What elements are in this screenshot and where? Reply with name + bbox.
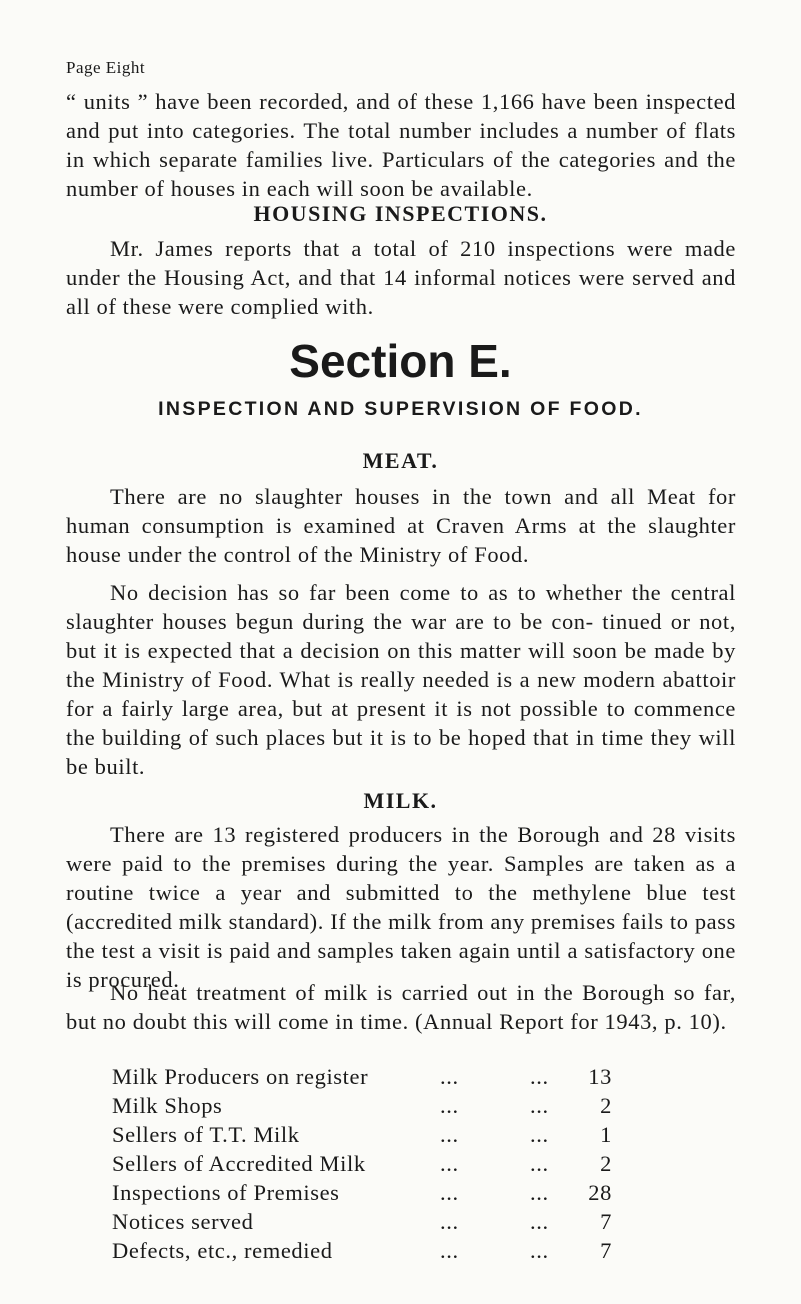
stat-value: 7 xyxy=(600,1209,612,1234)
stat-label: Defects, etc., remedied xyxy=(112,1238,333,1263)
leader-dots: ... xyxy=(530,1093,549,1118)
leader-dots: ... xyxy=(440,1238,459,1263)
stat-label: Milk Shops xyxy=(112,1093,223,1118)
leader-dots: ... xyxy=(440,1209,459,1234)
stat-value: 2 xyxy=(600,1093,612,1118)
leader-dots: ... xyxy=(440,1093,459,1118)
section-subtitle: INSPECTION AND SUPERVISION OF FOOD. xyxy=(158,398,643,420)
leader-dots: ... xyxy=(530,1122,549,1147)
stat-label: Sellers of T.T. Milk xyxy=(112,1122,300,1147)
meat-paragraph-2: No decision has so far been come to as to whether the central slaughter houses begun during the war are to be con- tinued or not, but it is expected that a decision on this matter will soon be made by the Ministry of Food. What is really needed is a new modern abattoir for a fairly large area, but at present it is not possible to commence the building of such places but it is to be hoped that in time they will be built. xyxy=(66,580,736,779)
leader-dots: ... xyxy=(530,1209,549,1234)
stat-label: Notices served xyxy=(112,1209,254,1234)
leader-dots: ... xyxy=(440,1064,459,1089)
stat-label: Inspections of Premises xyxy=(112,1180,340,1205)
milk-paragraph-1: There are 13 registered producers in the Borough and 28 visits were paid to the premises during the year. Samples are taken as a routine twice a year and submitted to the methylene blue test (accredited milk standard). If the milk from any premises fails to pass the test a visit is paid and samples taken again until a satisfactory one is procured. xyxy=(66,822,736,992)
stat-row xyxy=(112,1151,612,1180)
housing-inspections-heading: HOUSING INSPECTIONS. xyxy=(253,201,548,226)
stat-value: 13 xyxy=(588,1064,612,1089)
stat-value: 2 xyxy=(600,1151,612,1176)
stat-row xyxy=(112,1209,612,1238)
leader-dots: ... xyxy=(440,1151,459,1176)
intro-paragraph: “ units ” have been recorded, and of these 1,166 have been inspected and put into categories. The total number includes a number of flats in which separate families live. Particulars of the categories and the number of houses in each will soon be available. xyxy=(66,89,736,201)
meat-paragraph-1: There are no slaughter houses in the town and all Meat for human consumption is examined at Craven Arms at the slaughter house under the control of the Ministry of Food. xyxy=(66,484,736,567)
leader-dots: ... xyxy=(530,1238,549,1263)
milk-paragraph-2: No heat treatment of milk is carried out in the Borough so far, but no doubt this will come in time. (Annual Report for 1943, p. 10). xyxy=(66,980,736,1034)
leader-dots: ... xyxy=(530,1151,549,1176)
leader-dots: ... xyxy=(440,1122,459,1147)
stat-row xyxy=(112,1238,612,1267)
stat-row xyxy=(112,1180,612,1209)
housing-paragraph: Mr. James reports that a total of 210 inspections were made under the Housing Act, and that 14 informal notices were served and all of these were complied with. xyxy=(66,236,736,319)
leader-dots: ... xyxy=(530,1064,549,1089)
page-header: Page Eight xyxy=(66,58,146,77)
leader-dots: ... xyxy=(530,1180,549,1205)
stat-value: 7 xyxy=(600,1238,612,1263)
stat-label: Milk Producers on register xyxy=(112,1064,369,1089)
leader-dots: ... xyxy=(440,1180,459,1205)
stat-value: 1 xyxy=(600,1122,612,1147)
meat-heading: MEAT. xyxy=(362,448,439,473)
stat-row xyxy=(112,1122,612,1151)
stat-row xyxy=(112,1064,612,1093)
milk-heading: MILK. xyxy=(363,788,438,813)
section-title: Section E. xyxy=(289,335,512,387)
milk-statistics-list xyxy=(112,1064,612,1267)
stat-row xyxy=(112,1093,612,1122)
stat-value: 28 xyxy=(588,1180,612,1205)
stat-label: Sellers of Accredited Milk xyxy=(112,1151,366,1176)
